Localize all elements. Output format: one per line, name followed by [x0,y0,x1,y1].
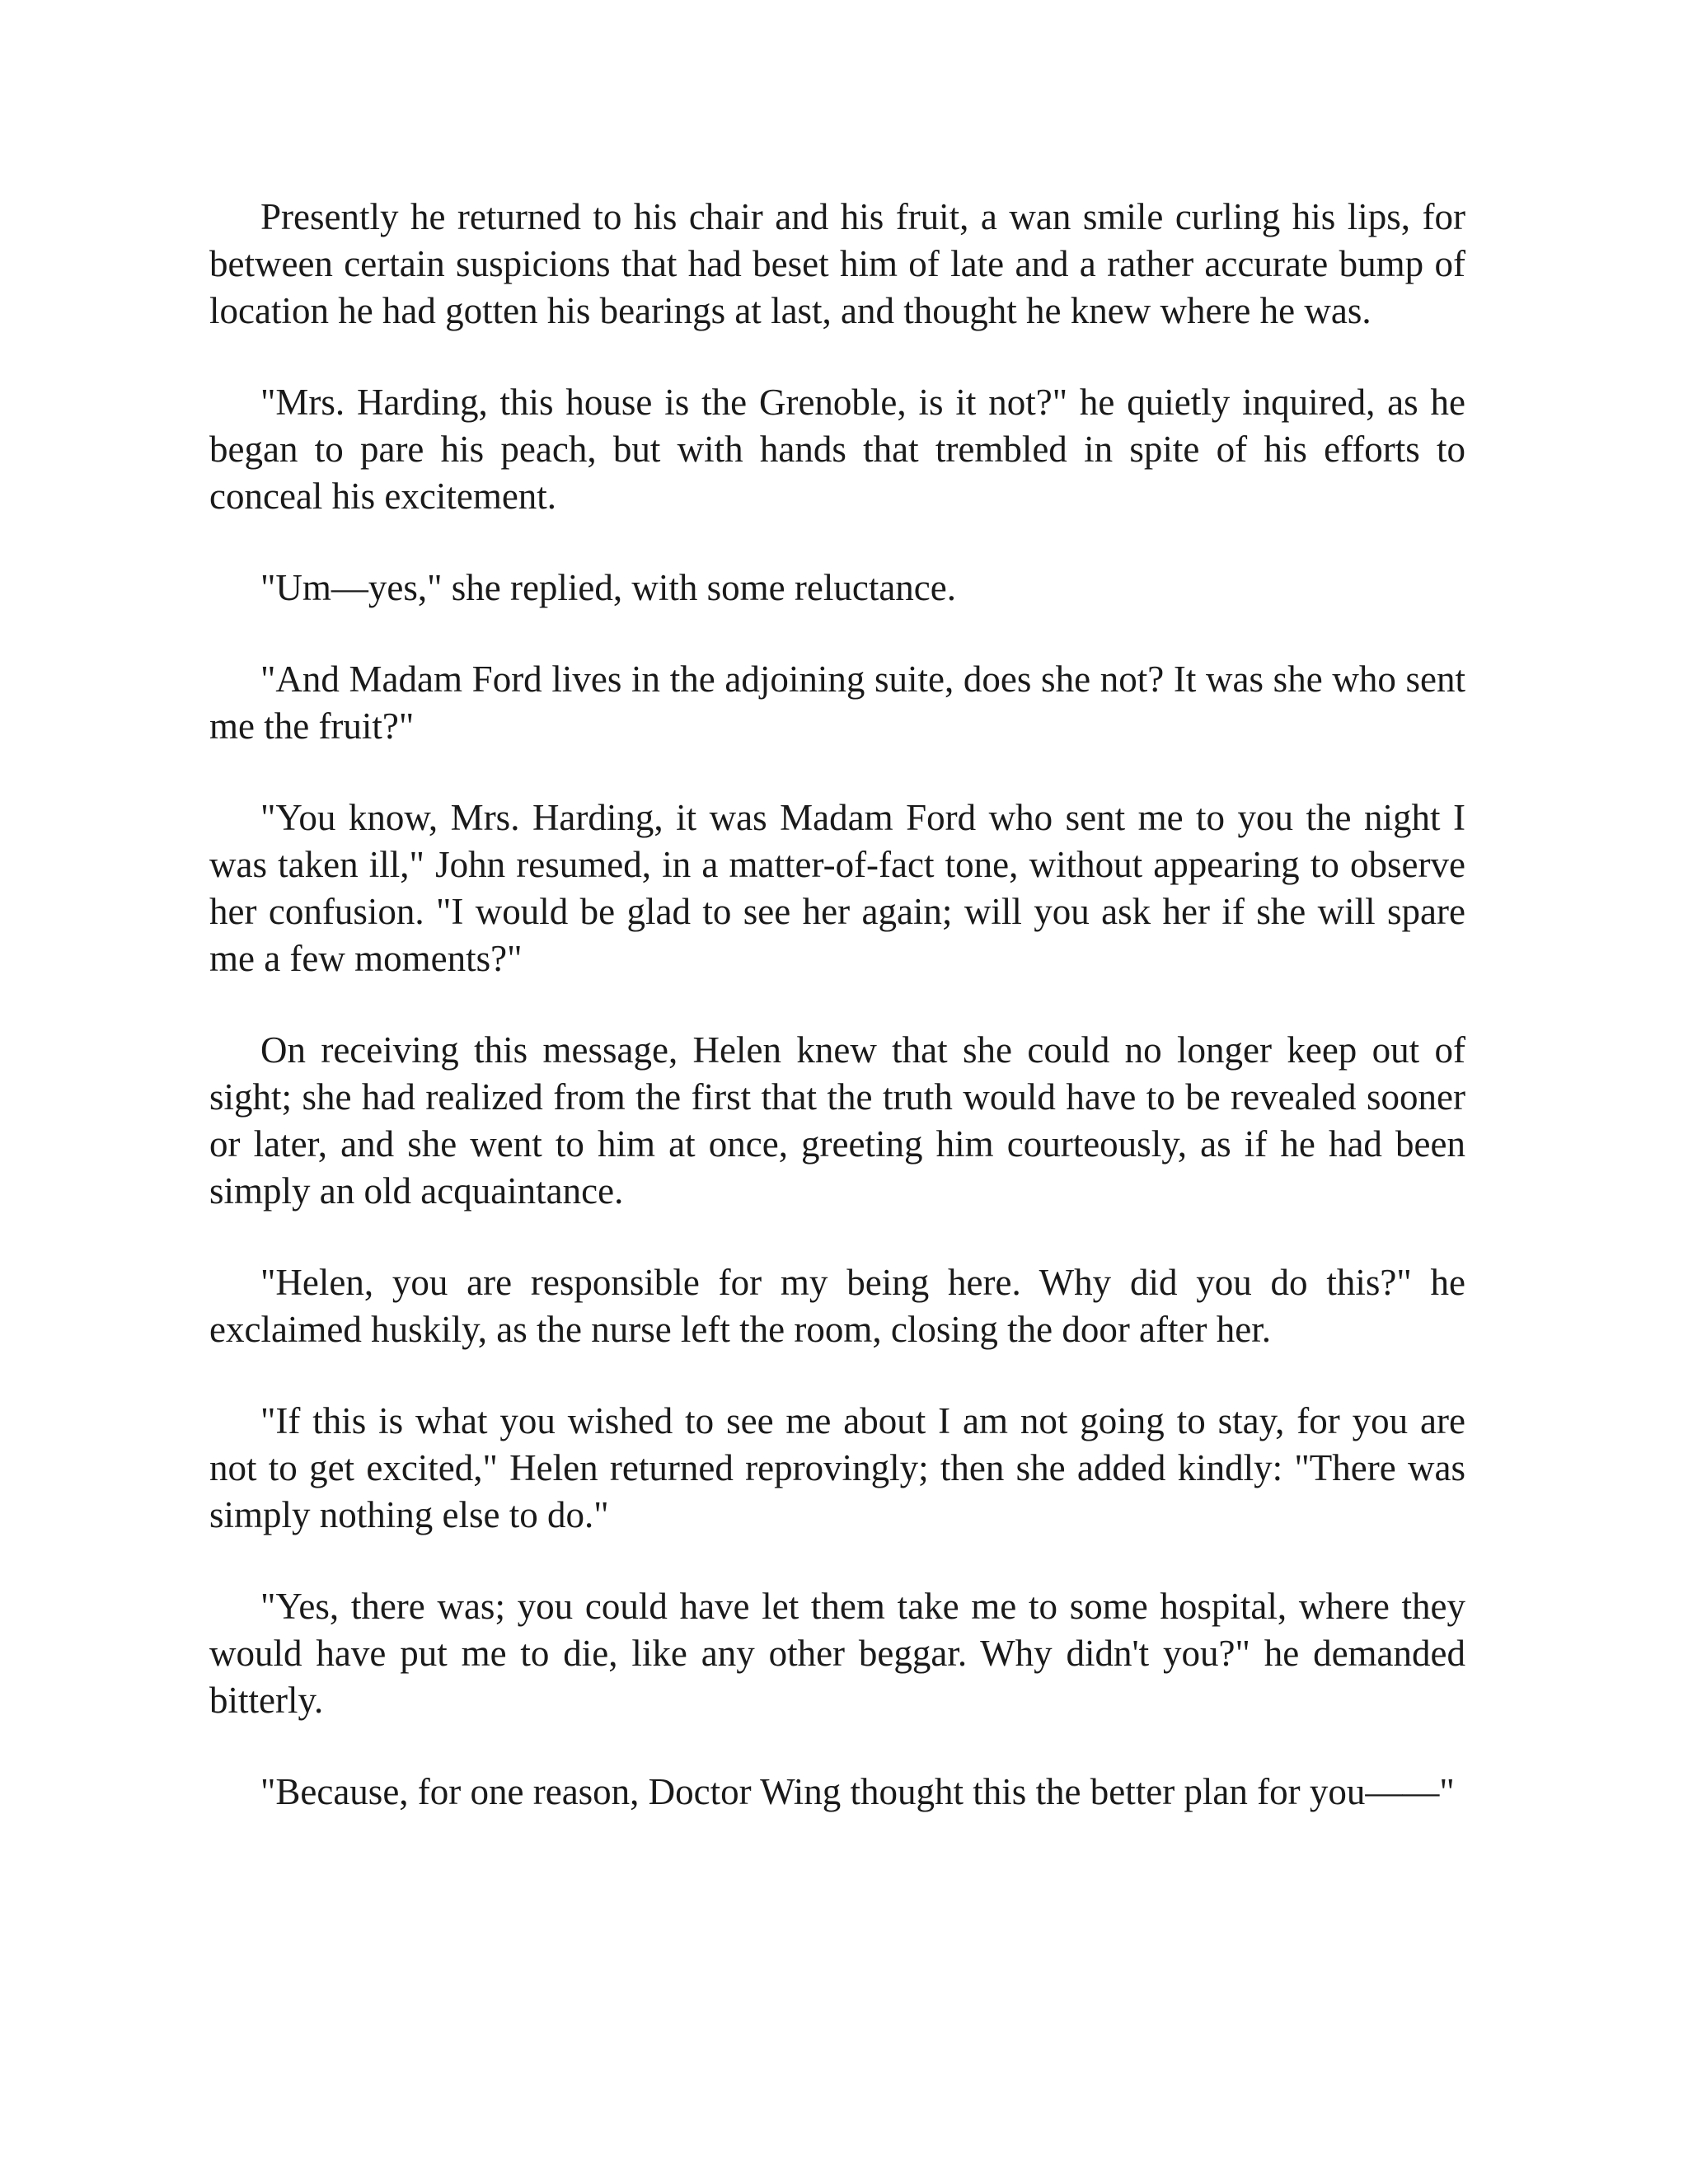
paragraph: "You know, Mrs. Harding, it was Madam Ford who sent me to you the night I was taken ill," John resumed, in a matter-of-fact tone, without appearing to observe her confusion. "I would be glad to see her again; will you ask her if she will spare me a few moments?" [209,797,1465,979]
paragraph: Presently he returned to his chair and his fruit, a wan smile curling his lips, for between certain suspicions that had beset him of late and a rather accurate bump of location he had gotten his bearings at last, and thought he knew where he was. [209,196,1465,331]
paragraph: "And Madam Ford lives in the adjoining suite, does she not? It was she who sent me the fruit?" [209,658,1465,747]
paragraph: "If this is what you wished to see me about I am not going to stay, for you are not to get excited," Helen returned reprovingly; then she added kindly: "There was simply nothing else to do." [209,1400,1465,1535]
paragraph: "Yes, there was; you could have let them take me to some hospital, where they would have put me to die, like any other beggar. Why didn't you?" he demanded bitterly. [209,1586,1465,1721]
paragraph: "Helen, you are responsible for my being here. Why did you do this?" he exclaimed huskily, as the nurse left the room, closing the door after her. [209,1262,1465,1350]
document-page [209,194,1465,1816]
paragraph: "Because, for one reason, Doctor Wing thought this the better plan for you——" [260,1771,1455,1812]
paragraph: "Mrs. Harding, this house is the Grenoble, is it not?" he quietly inquired, as he began to pare his peach, but with hands that trembled in spite of his efforts to conceal his excitement. [209,382,1465,517]
paragraph: "Um—yes," she replied, with some reluctance. [260,567,956,608]
paragraph: On receiving this message, Helen knew that she could no longer keep out of sight; she had realized from the first that the truth would have to be revealed sooner or later, and she went to him at once, greeting him courteously, as if he had been simply an old acquaintance. [209,1029,1465,1212]
